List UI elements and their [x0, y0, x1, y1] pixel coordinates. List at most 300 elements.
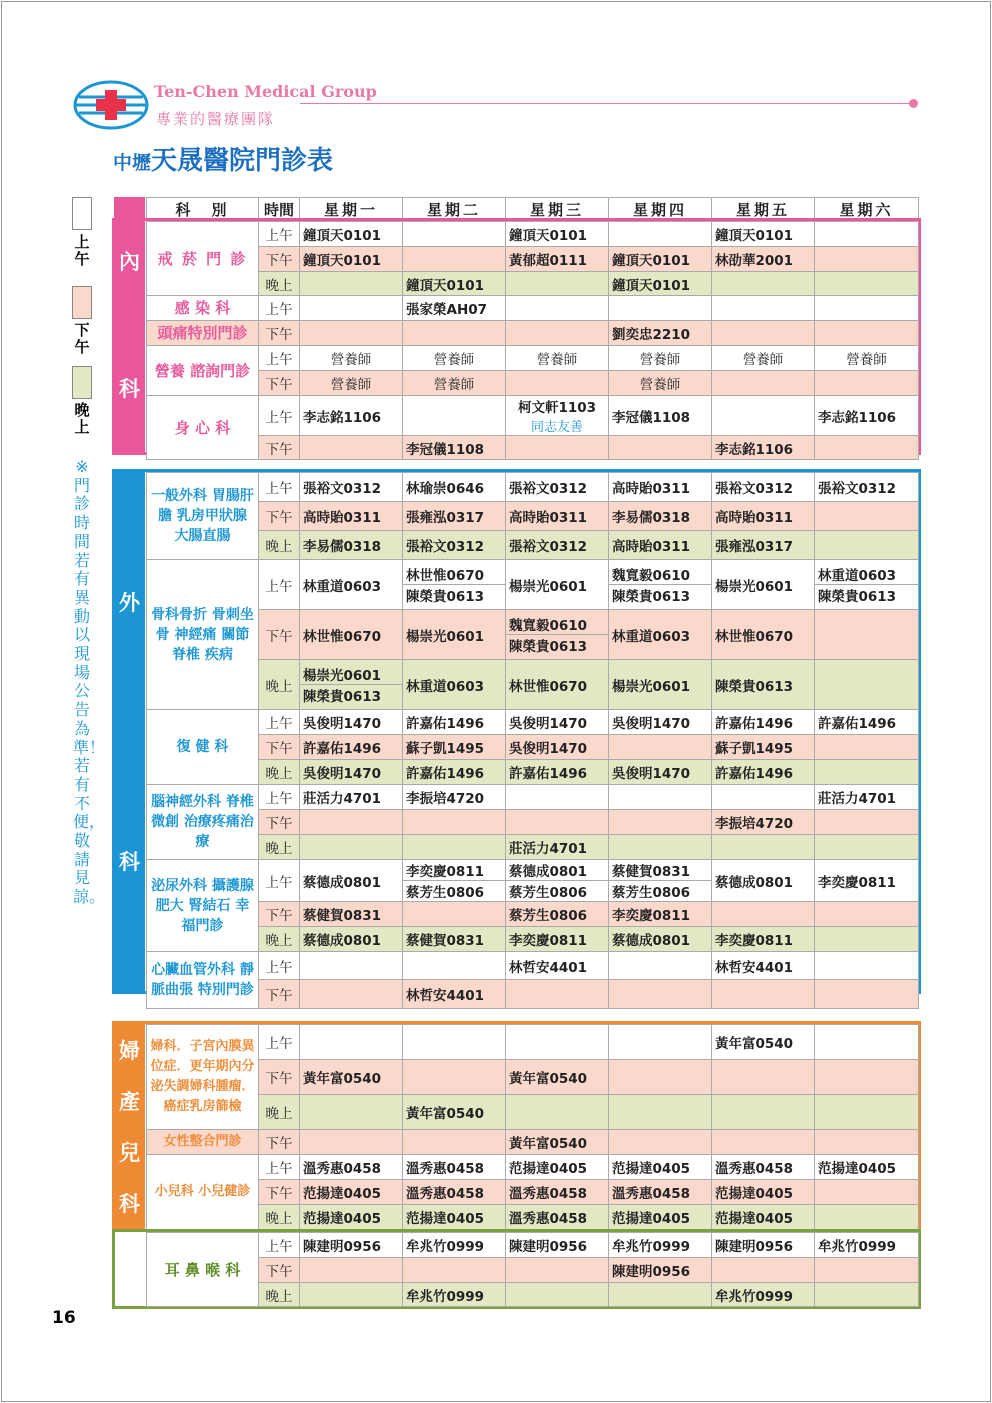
doctor-cell: 營養師 [403, 346, 506, 371]
doctor-cell [300, 660, 403, 710]
doctor-cell [815, 1130, 919, 1155]
time-slot: 晚上 [259, 272, 300, 296]
doctor-cell: 黃年富0540 [403, 1095, 506, 1130]
department-name: 戒 菸 門 診 [147, 222, 259, 296]
schedule-row [147, 560, 919, 610]
section-label [114, 197, 145, 452]
time-slot: 下午 [259, 502, 300, 531]
doctor-cell [403, 1060, 506, 1095]
schedule-notice: ※門診時間若有異動以現場公告為準！若有不便，敬請見諒。 [73, 457, 106, 907]
doctor-cell: 李奕慶0811 [815, 860, 919, 902]
schedule-row [147, 1095, 919, 1130]
doctor-cell: 鐘頂天0101 [712, 222, 815, 247]
schedule-row [147, 247, 919, 272]
time-slot: 晚上 [259, 835, 300, 860]
header-cell: 星期二 [403, 198, 506, 222]
doctor-cell [300, 436, 403, 460]
doctor-cell: 許嘉佑1496 [506, 760, 609, 785]
doctor-cell: 牟兆竹0999 [712, 1283, 815, 1307]
doctor-cell: 李冠儀1108 [609, 396, 712, 436]
doctor-cell: 許嘉佑1496 [712, 760, 815, 785]
doctor-cell: 陳建明0956 [712, 1233, 815, 1258]
doctor-cell: 范揚達0405 [300, 1205, 403, 1230]
doctor-cell [403, 835, 506, 860]
doctor-cell: 莊活力4701 [815, 785, 919, 810]
doctor-cell: 張裕文0312 [506, 473, 609, 502]
doctor-cell [712, 1258, 815, 1283]
doctor-cell [815, 272, 919, 296]
doctor-cell: 莊活力4701 [506, 835, 609, 860]
doctor-cell: 林重道0603 [300, 560, 403, 610]
time-slot: 下午 [259, 321, 300, 346]
doctor-cell [815, 952, 919, 980]
schedule-row [147, 502, 919, 531]
doctor-cell [300, 272, 403, 296]
doctor-cell: 張雍泓0317 [712, 531, 815, 560]
section-label-char: 科 [119, 1192, 140, 1217]
schedule-row [147, 1025, 919, 1060]
doctor-cell [609, 1060, 712, 1095]
doctor-cell: 林哲安4401 [712, 952, 815, 980]
department-name: 復 健 科 [147, 710, 259, 785]
section-label-char: 科 [119, 377, 140, 402]
doctor-cell: 營養師 [506, 346, 609, 371]
schedule-row [147, 346, 919, 371]
department-name: 小兒科 小兒健診 [147, 1155, 259, 1230]
doctor-cell [403, 902, 506, 927]
time-slot: 晚上 [259, 660, 300, 710]
time-slot: 下午 [259, 371, 300, 396]
schedule-row [147, 902, 919, 927]
section-label-char: 外 [119, 590, 140, 615]
doctor-cell [403, 396, 506, 436]
doctor-cell: 吳俊明1470 [609, 760, 712, 785]
doctor-cell: 李奕慶0811 [609, 902, 712, 927]
schedule-row [147, 1205, 919, 1230]
doctor-cell: 高時貽0311 [609, 531, 712, 560]
section-label-char: 產 [119, 1089, 140, 1114]
doctor-cell [815, 1025, 919, 1060]
doctor-cell: 張裕文0312 [815, 473, 919, 502]
doctor-entry: 蔡芳生0806 [509, 885, 588, 901]
doctor-cell [506, 296, 609, 321]
schedule-row [147, 810, 919, 835]
time-slot: 下午 [259, 1130, 300, 1155]
doctor-cell [712, 296, 815, 321]
doctor-cell [506, 1095, 609, 1130]
doctor-cell [403, 860, 506, 902]
doctor-cell [506, 810, 609, 835]
doctor-cell: 溫秀惠0458 [712, 1155, 815, 1180]
header-cell: 科 別 [147, 198, 259, 222]
doctor-entry: 陳榮貴0613 [509, 639, 588, 655]
doctor-cell: 李振培4720 [712, 810, 815, 835]
medical-group-logo-icon [73, 80, 150, 130]
time-slot: 上午 [259, 1025, 300, 1060]
title-prefix: 中壢 [113, 152, 152, 174]
doctor-cell [300, 1283, 403, 1307]
doctor-entry: 楊崇光0601 [300, 664, 402, 685]
doctor-cell [300, 321, 403, 346]
schedule-row [147, 785, 919, 810]
legend-pm-swatch [72, 286, 92, 319]
doctor-cell: 吳俊明1470 [506, 710, 609, 735]
doctor-cell [815, 247, 919, 272]
time-slot: 晚上 [259, 1283, 300, 1307]
doctor-cell [609, 810, 712, 835]
department-name: 耳 鼻 喉 科 [147, 1233, 259, 1307]
time-slot: 晚上 [259, 927, 300, 952]
brand-english: Ten-Chen Medical Group [154, 82, 377, 101]
legend-ev-label: 晚 上 [74, 401, 90, 436]
department-name: 感 染 科 [147, 296, 259, 321]
doctor-cell [506, 1258, 609, 1283]
time-slot: 上午 [259, 346, 300, 371]
legend-pm-label: 下 午 [74, 321, 90, 356]
doctor-cell: 李易儒0318 [609, 502, 712, 531]
doctor-cell: 蔡健賀0831 [300, 902, 403, 927]
doctor-cell [300, 952, 403, 980]
doctor-cell [300, 810, 403, 835]
doctor-cell [609, 1130, 712, 1155]
header-cell: 星期三 [506, 198, 609, 222]
schedule-row [147, 272, 919, 296]
doctor-cell: 李奕慶0811 [712, 927, 815, 952]
doctor-cell: 李志銘1106 [712, 436, 815, 460]
doctor-cell: 林瑜崇0646 [403, 473, 506, 502]
doctor-cell: 牟兆竹0999 [403, 1283, 506, 1307]
section-table [146, 472, 919, 1009]
header-cell: 星期五 [712, 198, 815, 222]
doctor-cell: 楊崇光0601 [506, 560, 609, 610]
page-number: 16 [52, 1308, 76, 1328]
doctor-cell: 鐘頂天0101 [300, 222, 403, 247]
department-name: 腦神經外科 脊椎微創 治療疼痛治療 [147, 785, 259, 860]
schedule-row [147, 952, 919, 980]
doctor-cell: 黃年富0540 [712, 1025, 815, 1060]
doctor-cell: 牟兆竹0999 [815, 1233, 919, 1258]
doctor-entry: 蔡健賀0831 [609, 860, 711, 881]
department-name: 泌尿外科 攝護腺肥大 腎結石 幸福門診 [147, 860, 259, 952]
time-slot: 上午 [259, 473, 300, 502]
doctor-cell [403, 1025, 506, 1060]
doctor-cell [815, 980, 919, 1009]
doctor-cell: 劉奕忠2210 [609, 321, 712, 346]
time-slot: 下午 [259, 735, 300, 760]
doctor-cell: 陳榮貴0613 [712, 660, 815, 710]
doctor-cell [815, 371, 919, 396]
legend-ev-swatch [72, 366, 92, 399]
doctor-cell [403, 952, 506, 980]
doctor-cell: 營養師 [300, 371, 403, 396]
doctor-entry: 同志友善 [530, 420, 583, 435]
doctor-cell: 范揚達0405 [712, 1205, 815, 1230]
section-label-char: 內 [119, 249, 140, 274]
doctor-cell: 張裕文0312 [506, 531, 609, 560]
doctor-cell [815, 296, 919, 321]
brand-dot [909, 99, 918, 108]
doctor-cell: 李易儒0318 [300, 531, 403, 560]
schedule-row [147, 1283, 919, 1307]
doctor-cell: 林重道0603 [403, 660, 506, 710]
time-slot: 上午 [259, 296, 300, 321]
doctor-cell: 林哲安4401 [506, 952, 609, 980]
doctor-cell: 蘇子凱1495 [403, 735, 506, 760]
doctor-entry: 陳榮貴0613 [818, 589, 897, 605]
doctor-cell [300, 1095, 403, 1130]
time-slot: 晚上 [259, 1205, 300, 1230]
doctor-cell: 林世惟0670 [712, 610, 815, 660]
doctor-cell [403, 321, 506, 346]
doctor-entry: 蔡芳生0806 [612, 885, 691, 901]
doctor-cell [815, 735, 919, 760]
doctor-cell [300, 296, 403, 321]
doctor-cell: 范揚達0405 [609, 1205, 712, 1230]
doctor-entry: 林重道0603 [815, 564, 918, 585]
schedule-row [147, 927, 919, 952]
doctor-cell [609, 952, 712, 980]
doctor-cell: 吳俊明1470 [506, 735, 609, 760]
doctor-cell: 吳俊明1470 [300, 710, 403, 735]
doctor-cell: 鐘頂天0101 [403, 272, 506, 296]
doctor-cell [712, 396, 815, 436]
time-slot: 下午 [259, 247, 300, 272]
doctor-cell: 鐘頂天0101 [609, 272, 712, 296]
brand-divider [300, 103, 910, 104]
section-label-char: 兒 [119, 1141, 140, 1166]
time-slot: 下午 [259, 810, 300, 835]
schedule-row [147, 660, 919, 710]
doctor-cell: 范揚達0405 [506, 1155, 609, 1180]
doctor-cell [712, 1130, 815, 1155]
time-slot: 晚上 [259, 760, 300, 785]
time-slot: 上午 [259, 1233, 300, 1258]
department-name: 骨科骨折 骨刺坐骨 神經痛 關節脊椎 疾病 [147, 560, 259, 710]
doctor-cell: 溫秀惠0458 [609, 1180, 712, 1205]
doctor-entry: 魏寬毅0610 [506, 614, 608, 635]
doctor-cell: 許嘉佑1496 [712, 710, 815, 735]
schedule-row [147, 1180, 919, 1205]
doctor-cell: 蔡健賀0831 [403, 927, 506, 952]
doctor-cell: 張裕文0312 [300, 473, 403, 502]
doctor-cell [506, 436, 609, 460]
schedule-row [147, 436, 919, 460]
title-main: 天晟醫院門診表 [151, 146, 334, 176]
section-label [114, 1232, 145, 1306]
time-slot: 上午 [259, 785, 300, 810]
section-label [114, 472, 145, 991]
time-slot: 上午 [259, 860, 300, 902]
doctor-cell [300, 980, 403, 1009]
doctor-cell [609, 735, 712, 760]
doctor-cell: 營養師 [300, 346, 403, 371]
doctor-cell [712, 902, 815, 927]
doctor-cell [815, 1283, 919, 1307]
doctor-cell: 高時貽0311 [506, 502, 609, 531]
doctor-cell [609, 860, 712, 902]
brand-chinese: 專業的醫療團隊 [156, 110, 276, 128]
schedule-row [147, 835, 919, 860]
time-slot: 晚上 [259, 531, 300, 560]
doctor-cell: 李志銘1106 [815, 396, 919, 436]
doctor-cell [815, 222, 919, 247]
doctor-cell: 蔡德成0801 [300, 927, 403, 952]
doctor-cell: 林劭華2001 [712, 247, 815, 272]
doctor-cell [815, 321, 919, 346]
doctor-cell: 許嘉佑1496 [403, 710, 506, 735]
schedule-row [147, 735, 919, 760]
section-table [146, 221, 919, 460]
doctor-cell [300, 1025, 403, 1060]
doctor-cell [815, 502, 919, 531]
doctor-cell: 蔡德成0801 [712, 860, 815, 902]
schedule-row [147, 396, 919, 436]
time-slot: 下午 [259, 1258, 300, 1283]
schedule-row [147, 860, 919, 902]
doctor-cell: 蔡德成0801 [609, 927, 712, 952]
section-label-char: 婦 [119, 1038, 140, 1063]
doctor-cell: 許嘉佑1496 [403, 760, 506, 785]
doctor-cell: 溫秀惠0458 [506, 1205, 609, 1230]
header-cell: 時間 [259, 198, 300, 222]
doctor-cell: 李振培4720 [403, 785, 506, 810]
doctor-cell [815, 1180, 919, 1205]
doctor-entry: 蔡芳生0806 [406, 885, 485, 901]
doctor-cell: 牟兆竹0999 [609, 1233, 712, 1258]
doctor-cell [815, 835, 919, 860]
doctor-cell: 高時貽0311 [609, 473, 712, 502]
header-cell: 星期四 [609, 198, 712, 222]
doctor-cell [506, 396, 609, 436]
doctor-cell: 楊崇光0601 [609, 660, 712, 710]
doctor-cell [712, 1095, 815, 1130]
department-name: 一般外科 胃腸肝膽 乳房甲狀腺 大腸直腸 [147, 473, 259, 560]
doctor-cell: 范揚達0405 [300, 1180, 403, 1205]
doctor-cell: 營養師 [403, 371, 506, 396]
time-slot: 上午 [259, 396, 300, 436]
doctor-cell [609, 1095, 712, 1130]
doctor-cell [609, 296, 712, 321]
schedule-row [147, 296, 919, 321]
section-table [146, 1232, 919, 1307]
doctor-cell [506, 321, 609, 346]
doctor-cell: 李冠儀1108 [403, 436, 506, 460]
header-cell: 星期六 [815, 198, 919, 222]
doctor-cell [506, 371, 609, 396]
doctor-cell: 張雍泓0317 [403, 502, 506, 531]
doctor-entry: 李奕慶0811 [403, 860, 505, 881]
schedule-row [147, 1155, 919, 1180]
doctor-entry: 陳榮貴0613 [612, 589, 691, 605]
schedule-row [147, 610, 919, 660]
doctor-cell [815, 1258, 919, 1283]
doctor-cell [712, 835, 815, 860]
time-slot: 下午 [259, 1060, 300, 1095]
doctor-cell [506, 860, 609, 902]
doctor-cell: 范揚達0405 [815, 1155, 919, 1180]
doctor-cell: 黃年富0540 [300, 1060, 403, 1095]
doctor-cell: 林世惟0670 [300, 610, 403, 660]
doctor-cell [300, 1130, 403, 1155]
schedule-row [147, 222, 919, 247]
department-name: 婦科．子宮內膜異位症．更年期內分泌失調婦科腫瘤．癌症乳房篩檢 [147, 1025, 259, 1130]
doctor-cell: 鐘頂天0101 [609, 247, 712, 272]
header-cell: 星期一 [300, 198, 403, 222]
doctor-cell [403, 810, 506, 835]
time-slot: 上午 [259, 952, 300, 980]
time-slot: 上午 [259, 1155, 300, 1180]
doctor-entry: 柯文軒1103 [517, 400, 597, 416]
doctor-cell [815, 1095, 919, 1130]
doctor-cell [609, 980, 712, 1009]
doctor-cell [403, 222, 506, 247]
doctor-cell: 蘇子凱1495 [712, 735, 815, 760]
doctor-cell [815, 660, 919, 710]
doctor-cell: 吳俊明1470 [609, 710, 712, 735]
section-label [114, 1024, 145, 1229]
doctor-cell [403, 247, 506, 272]
doctor-cell: 陳建明0956 [506, 1233, 609, 1258]
doctor-cell [815, 436, 919, 460]
doctor-cell [609, 560, 712, 610]
doctor-cell [506, 980, 609, 1009]
doctor-cell [712, 272, 815, 296]
doctor-cell [815, 531, 919, 560]
doctor-cell [815, 902, 919, 927]
section-table [146, 1024, 919, 1230]
doctor-cell [815, 1205, 919, 1230]
time-slot: 下午 [259, 980, 300, 1009]
doctor-cell [403, 1258, 506, 1283]
doctor-cell: 營養師 [815, 346, 919, 371]
department-name: 女性整合門診 [147, 1130, 259, 1155]
legend-am-label: 上 午 [74, 233, 90, 268]
doctor-cell: 鐘頂天0101 [506, 222, 609, 247]
doctor-cell: 陳建明0956 [300, 1233, 403, 1258]
doctor-cell [712, 980, 815, 1009]
doctor-cell: 營養師 [712, 346, 815, 371]
department-name: 頭痛特別門診 [147, 321, 259, 346]
schedule-row [147, 473, 919, 502]
doctor-cell [506, 272, 609, 296]
doctor-cell [300, 1258, 403, 1283]
doctor-cell: 范揚達0405 [712, 1180, 815, 1205]
doctor-cell [403, 560, 506, 610]
doctor-cell: 陳建明0956 [609, 1258, 712, 1283]
doctor-entry: 陳榮貴0613 [406, 589, 485, 605]
time-slot: 下午 [259, 1180, 300, 1205]
doctor-cell: 范揚達0405 [403, 1205, 506, 1230]
time-slot: 晚上 [259, 1095, 300, 1130]
schedule-row [147, 760, 919, 785]
department-name: 營養 諮詢門診 [147, 346, 259, 396]
doctor-cell: 許嘉佑1496 [300, 735, 403, 760]
doctor-cell: 溫秀惠0458 [403, 1180, 506, 1205]
doctor-cell: 黃郁超0111 [506, 247, 609, 272]
doctor-cell: 營養師 [609, 346, 712, 371]
doctor-cell [506, 1283, 609, 1307]
doctor-cell [506, 1025, 609, 1060]
schedule-row [147, 321, 919, 346]
doctor-cell: 李志銘1106 [300, 396, 403, 436]
doctor-cell: 張裕文0312 [712, 473, 815, 502]
doctor-cell: 林世惟0670 [506, 660, 609, 710]
schedule-row [147, 371, 919, 396]
doctor-cell [403, 1130, 506, 1155]
schedule-row [147, 1233, 919, 1258]
doctor-cell: 范揚達0405 [609, 1155, 712, 1180]
doctor-cell: 張家榮AH07 [403, 296, 506, 321]
